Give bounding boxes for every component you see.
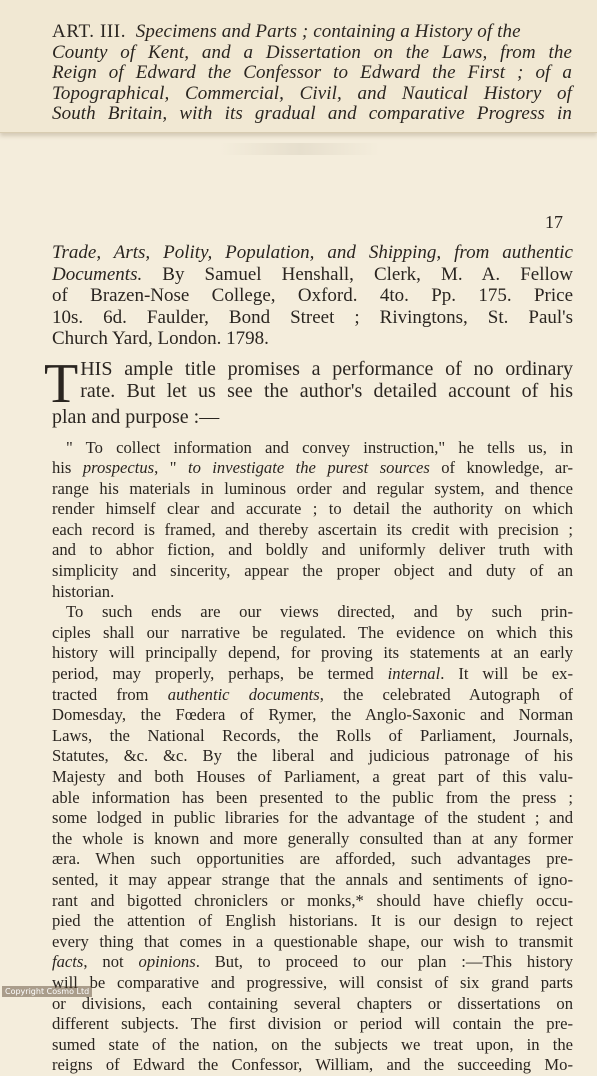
quote-line: æra. When such opportunities are afforded, such advantages pre-: [52, 849, 573, 869]
quote-line: simplicity and sincerity, appear the proper object and duty of an: [52, 561, 573, 581]
quote-line: facts, not opinions. But, to proceed to our plan :—This history: [52, 952, 573, 972]
slip-title-block: [52, 22, 572, 125]
quote-line: ciples shall our narrative be regulated. The evidence on which this: [52, 622, 573, 642]
quote-line: Majesty and both Houses of Parliament, a great part of this valu-: [52, 767, 573, 786]
quote-line: range his materials in luminous order and regular system, and thence: [52, 478, 573, 498]
quote-line: history will principally depend, for proving its statements at an early: [52, 643, 573, 663]
drop-cap: T: [44, 352, 79, 415]
intro-line-1: HIS ample title promises a performance of no ordinary: [80, 357, 573, 380]
quote-line: each record is framed, and thereby ascertain its credit with precision ;: [52, 519, 573, 539]
pasted-title-slip: [0, 0, 597, 133]
quote-line: render himself clear and accurate ; to detail the authority on which: [52, 499, 573, 519]
quote-line: sumed state of the nation, on the subjects we treat upon, in the: [52, 1034, 573, 1054]
slip-line-3: Reign of Edward the Confessor to Edward the First ; of a: [52, 62, 572, 83]
quote-line: the whole is known and more generally consulted than at any former: [52, 828, 573, 848]
title-cont-line-5: Church Yard, London. 1798.: [52, 328, 269, 349]
quote-line: rant and bigotted chroniclers or monks,* should have chiefly occu-: [52, 890, 573, 910]
faint-show-through: [220, 143, 380, 155]
prospectus-quote: [52, 438, 573, 1076]
quote-line: " To collect information and convey instruction," he tells us, in: [66, 437, 573, 457]
quote-line: every thing that comes in a questionable shape, our wish to transmit: [52, 931, 573, 951]
quote-line: will be comparative and progressive, will consist of six grand parts: [52, 972, 573, 992]
slip-line-1: ART. III. Specimens and Parts ; containing a History of the: [52, 21, 521, 42]
intro-paragraph: [44, 352, 573, 428]
quote-line: historian.: [52, 581, 115, 601]
intro-line-3: plan and purpose :—: [52, 405, 220, 428]
quote-line: Domesday, the Fœdera of Rymer, the Anglo-Saxonic and Norman: [52, 705, 573, 725]
slip-line-2: County of Kent, and a Dissertation on the Laws, from the: [52, 41, 572, 63]
title-cont-line-1: Trade, Arts, Polity, Population, and Shipping, from authentic: [52, 242, 573, 263]
copyright-watermark: Copyright Cosmo Ltd: [2, 986, 92, 997]
article-label: ART. III.: [52, 21, 127, 42]
quote-line: tracted from authentic documents, the celebrated Autograph of: [52, 684, 573, 704]
intro-line-2: rate. But let us see the author's detailed account of his: [80, 379, 573, 402]
title-cont-line-2: Documents. By Samuel Henshall, Clerk, M. A. Fellow: [52, 263, 573, 285]
slip-line-4: Topographical, Commercial, Civil, and Nautical History of: [52, 82, 572, 104]
quote-line: sented, it may appear strange that the annals and sentiments of igno-: [52, 869, 573, 889]
quote-line: his prospectus, " to investigate the purest sources of knowledge, ar-: [52, 458, 573, 478]
quote-line: able information has been presented to the public from the press ;: [52, 787, 573, 807]
quote-line: Laws, the National Records, the Rolls of Parliament, Journals,: [52, 725, 573, 745]
quote-line: Statutes, &c. &c. By the liberal and judicious patronage of his: [52, 746, 573, 766]
title-continuation: [52, 242, 573, 350]
title-cont-line-3: of Brazen-Nose College, Oxford. 4to. Pp. 175. Price: [52, 285, 573, 306]
quote-line: and to abhor fiction, and boldly and uniformly deliver truth with: [52, 540, 573, 560]
quote-line: To such ends are our views directed, and by such prin-: [66, 602, 573, 622]
quote-line: reigns of Edward the Confessor, William, and the succeeding Mo-: [52, 1055, 573, 1075]
quote-line: some lodged in public libraries for the advantage of the student ; and: [52, 808, 573, 828]
title-cont-line-4: 10s. 6d. Faulder, Bond Street ; Rivingtons, St. Paul's: [52, 306, 573, 328]
quote-line: different subjects. The first division or period will contain the pre-: [52, 1014, 573, 1034]
slip-line-5: South Britain, with its gradual and comparative Progress in: [52, 103, 572, 124]
page-number: 17: [545, 212, 563, 232]
quote-line: or divisions, each containing several chapters or dissertations on: [52, 993, 573, 1013]
quote-line: period, may properly, perhaps, be termed internal. It will be ex-: [52, 664, 573, 684]
quote-line: pied the attention of English historians. It is our design to reject: [52, 911, 573, 931]
